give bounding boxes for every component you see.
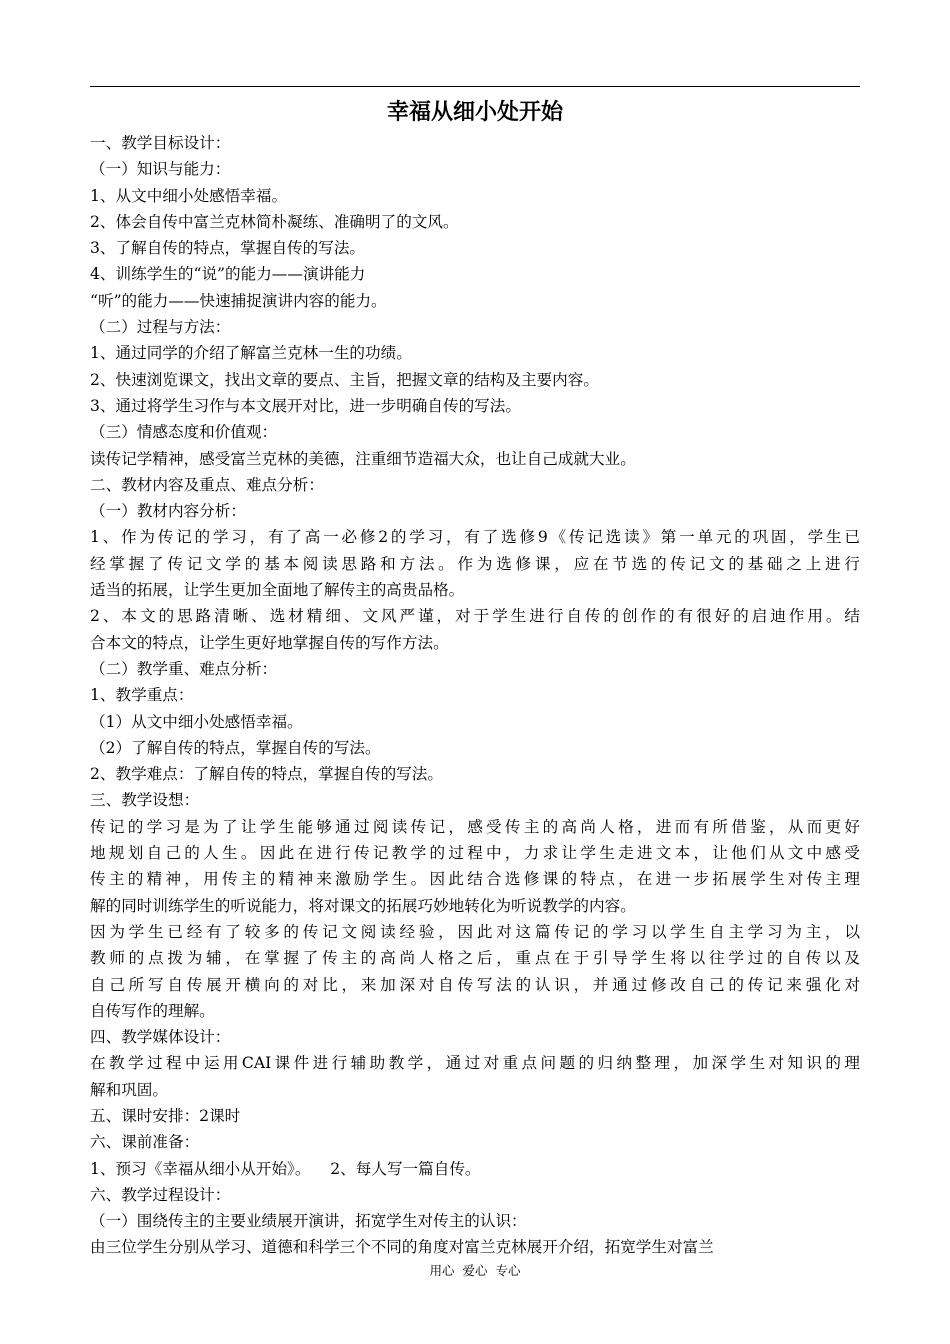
subheading-knowledge: （一）知识与能力： [90, 160, 231, 179]
text-line: 4、训练学生的“说”的能力——演讲能力 [90, 265, 366, 284]
text-line: 2、体会自传中富兰克林简朴凝练、准确明了的文风。 [90, 212, 459, 231]
text-line: 1、作为传记的学习，有了高一必修2的学习，有了选修9《传记选读》第一单元的巩固，学生已 [90, 528, 860, 547]
text-line: 解的同时训练学生的听说能力，将对课文的拓展巧妙地转化为听说教学的内容。 [90, 896, 636, 915]
page-footer: 用心 爱心 专心 [429, 1263, 521, 1278]
text-line: 自己所写自传展开横向的对比，来加深对自传写法的认识，并通过修改自己的传记来强化对 [90, 975, 860, 994]
section-heading-schedule: 五、课时安排：2课时 [90, 1106, 241, 1125]
subheading-values: （三）情感态度和价值观： [90, 423, 278, 442]
text-line: 2、快速浏览课文，找出文章的要点、主旨，把握文章的结构及主要内容。 [90, 370, 599, 389]
section-heading-objectives: 一、教学目标设计： [90, 134, 231, 152]
subheading-process: （二）过程与方法： [90, 318, 231, 337]
subheading-speech: （一）围绕传主的主要业绩展开演讲，拓宽学生对传主的认识： [90, 1212, 527, 1231]
text-line: 因为学生已经有了较多的传记文阅读经验，因此对这篇传记的学习以学生自主学习为主，以 [90, 922, 860, 941]
section-heading-process-design: 六、教学过程设计： [90, 1185, 231, 1204]
text-line: 自传写作的理解。 [90, 1001, 215, 1020]
text-line: 合本文的特点，让学生更好地掌握自传的写作方法。 [90, 633, 449, 652]
text-line: （2）了解自传的特点，掌握自传的写法。 [90, 738, 381, 757]
subheading-content-analysis: （一）教材内容分析： [90, 502, 246, 521]
page-title: 幸福从细小处开始 [386, 100, 563, 125]
section-heading-analysis: 二、教材内容及重点、难点分析： [90, 475, 324, 494]
text-line: 1、从文中细小处感悟幸福。 [90, 186, 288, 205]
text-line: 传主的精神，用传主的精神来激励学生。因此结合选修课的特点，在进一步拓展学生对传主理 [90, 870, 860, 889]
text-line: 由三位学生分别从学习、道德和科学三个不同的角度对富兰克林展开介绍，拓宽学生对富兰 [90, 1238, 714, 1257]
text-line: 经掌握了传记文学的基本阅读思路和方法。作为选修课，应在节选的传记文的基础之上进行 [90, 554, 860, 573]
text-line: 3、了解自传的特点，掌握自传的写法。 [90, 239, 366, 258]
header-rule [90, 86, 860, 87]
text-line: 1、教学重点： [90, 686, 194, 705]
text-line: 读传记学精神，感受富兰克林的美德，注重细节造福大众，也让自己成就大业。 [90, 449, 636, 468]
text-line: “听”的能力——快速捕捉演讲内容的能力。 [90, 291, 387, 310]
section-heading-concept: 三、教学设想： [90, 791, 200, 810]
text-line: 教师的点拨为辅，在掌握了传主的高尚人格之后，重点在于引导学生将以往学过的自传以及 [90, 949, 860, 968]
text-line: 2、本文的思路清晰、选材精细、文风严谨，对于学生进行自传的创作的有很好的启迪作用。结 [90, 607, 860, 626]
text-line: （1）从文中细小处感悟幸福。 [90, 712, 303, 731]
text-line: 在教学过程中运用CAI课件进行辅助教学，通过对重点问题的归纳整理，加深学生对知识的理 [90, 1054, 860, 1073]
text-line: 解和巩固。 [90, 1080, 168, 1099]
document-body [90, 130, 860, 1261]
section-heading-preparation: 六、课前准备： [90, 1133, 200, 1152]
text-line: 3、通过将学生习作与本文展开对比，进一步明确自传的写法。 [90, 396, 521, 415]
text-line: 传记的学习是为了让学生能够通过阅读传记，感受传主的高尚人格，进而有所借鉴，从而更好 [90, 817, 860, 836]
text-line: 2、教学难点：了解自传的特点，掌握自传的写法。 [90, 765, 443, 784]
text-line: 适当的拓展，让学生更加全面地了解传主的高贵品格。 [90, 581, 465, 600]
text-line: 地规划自己的人生。因此在进行传记教学的过程中，力求让学生走进文本，让他们从文中感受 [90, 844, 860, 863]
subheading-key-points: （二）教学重、难点分析： [90, 659, 278, 678]
section-heading-media: 四、教学媒体设计： [90, 1028, 231, 1047]
text-line: 1、预习《幸福从细小从开始》。 2、每人写一篇自传。 [90, 1159, 481, 1178]
text-line: 1、通过同学的介绍了解富兰克林一生的功绩。 [90, 344, 412, 363]
